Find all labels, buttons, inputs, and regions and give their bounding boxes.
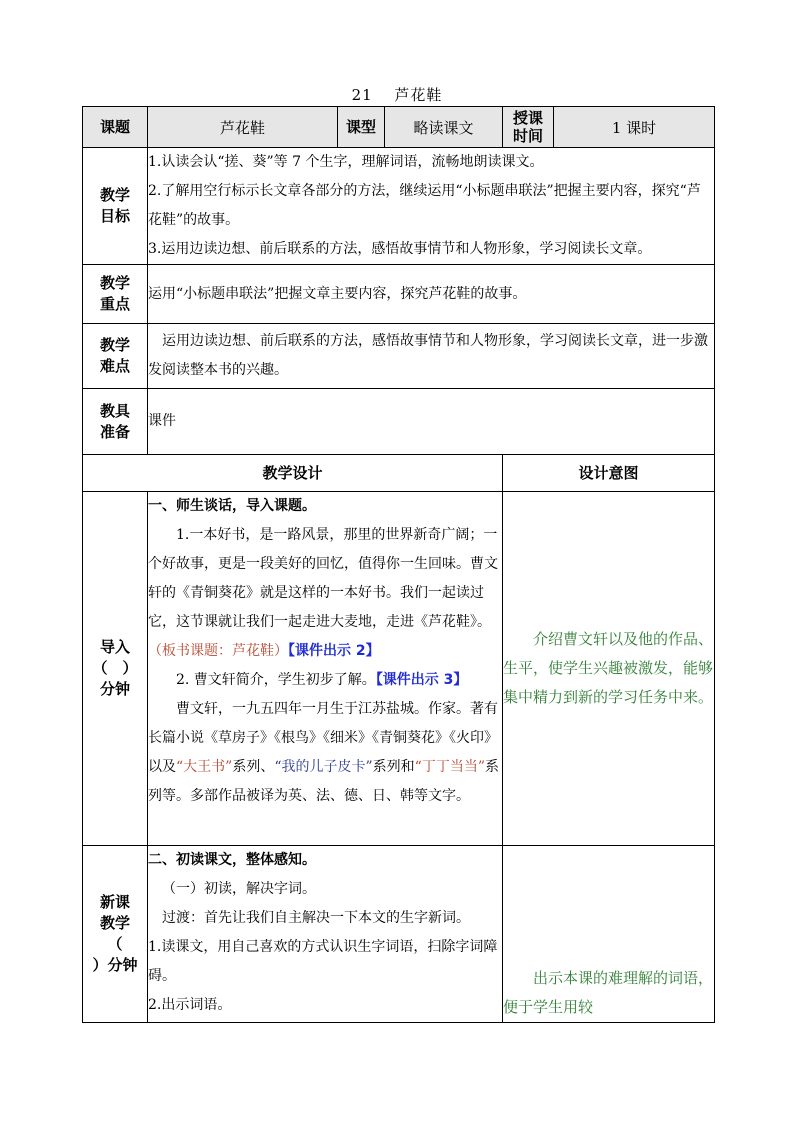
intro-label: 导入 （ ） 分钟 bbox=[83, 492, 148, 846]
difficulties-row bbox=[83, 324, 715, 389]
topic-value: 芦花鞋 bbox=[148, 107, 338, 148]
newlesson-intent: 出示本课的难理解的词语，便于学生用较 bbox=[503, 846, 715, 1023]
newlesson-section-title: 二、初读课文，整体感知。 bbox=[148, 852, 316, 868]
intro-paragraph-2: 2. 曹文轩简介，学生初步了解。【课件出示 3】 bbox=[176, 672, 468, 688]
time-value: 1 课时 bbox=[554, 107, 715, 148]
difficulties-text: 运用边读边想、前后联系的方法，感悟故事情节和人物形象，学习阅读长文章，进一步激发阅读整本书的兴趣。 bbox=[148, 324, 715, 389]
newlesson-step-1: 1.读课文，用自己喜欢的方式认识生字词语，扫除字词障碍。 bbox=[148, 939, 498, 984]
topic-label: 课题 bbox=[83, 107, 148, 148]
newlesson-transition: 过渡：首先让我们自主解决一下本文的生字新词。 bbox=[162, 910, 470, 926]
time-label: 授课 时间 bbox=[503, 107, 554, 148]
goal-item: 2.了解用空行标示长文章各部分的方法，继续运用“小标题串联法”把握主要内容，探究“芦花鞋”的故事。 bbox=[148, 183, 701, 228]
materials-text: 课件 bbox=[148, 389, 715, 455]
goals-list bbox=[148, 148, 715, 265]
type-value: 略读课文 bbox=[385, 107, 503, 148]
newlesson-subtitle: （一）初读，解决字词。 bbox=[162, 881, 316, 897]
key-points-text: 运用“小标题串联法”把握文章主要内容，探究芦花鞋的故事。 bbox=[148, 265, 715, 324]
intro-content bbox=[148, 492, 503, 846]
design-header-row bbox=[83, 455, 715, 492]
intent-header: 设计意图 bbox=[503, 455, 715, 492]
intro-intent: 介绍曹文轩以及他的作品、生平，使学生兴趣被激发，能够集中精力到新的学习任务中来。 bbox=[503, 492, 715, 846]
key-points-row bbox=[83, 265, 715, 324]
goal-item: 3.运用边读边想、前后联系的方法，感悟故事情节和人物形象，学习阅读长文章。 bbox=[148, 241, 652, 257]
lesson-plan-table bbox=[82, 106, 715, 1023]
difficulties-label: 教学 难点 bbox=[83, 324, 148, 389]
intro-section-title: 一、师生谈话，导入课题。 bbox=[148, 498, 316, 514]
header-row bbox=[83, 107, 715, 148]
key-points-label: 教学 重点 bbox=[83, 265, 148, 324]
newlesson-label: 新课 教学 （ ）分钟 bbox=[83, 846, 148, 1023]
newlesson-step-2: 2.出示词语。 bbox=[148, 997, 232, 1013]
newlesson-content bbox=[148, 846, 503, 1023]
goals-label: 教学 目标 bbox=[83, 148, 148, 265]
goal-item: 1.认读会认“搓、葵”等 7 个生字，理解词语，流畅地朗读课文。 bbox=[148, 154, 544, 170]
materials-row bbox=[83, 389, 715, 455]
intro-row bbox=[83, 492, 715, 846]
lesson-title: 21 芦花鞋 bbox=[351, 86, 443, 104]
goals-row bbox=[83, 148, 715, 265]
intro-paragraph-3: 曹文轩，一九五四年一月生于江苏盐城。作家。著有长篇小说《草房子》《根鸟》《细米》《青铜葵花》《火印》以及“大王书”系列、“我的儿子皮卡”系列和“丁丁当当”系列等。多部作品被译为英、法、德、日、韩等文字。 bbox=[148, 701, 499, 804]
type-label: 课型 bbox=[338, 107, 385, 148]
intro-paragraph-1: 1.一本好书，是一路风景，那里的世界新奇广阔；一个好故事，更是一段美好的回忆，值得你一生回味。曹文轩的《青铜葵花》就是这样的一本好书。我们一起读过它，这节课就让我们一起走进大麦地，走进《芦花鞋》。（板书课题：芦花鞋）【课件出示 2】 bbox=[148, 527, 498, 659]
materials-label: 教具 准备 bbox=[83, 389, 148, 455]
design-header: 教学设计 bbox=[83, 455, 503, 492]
newlesson-row bbox=[83, 846, 715, 1023]
